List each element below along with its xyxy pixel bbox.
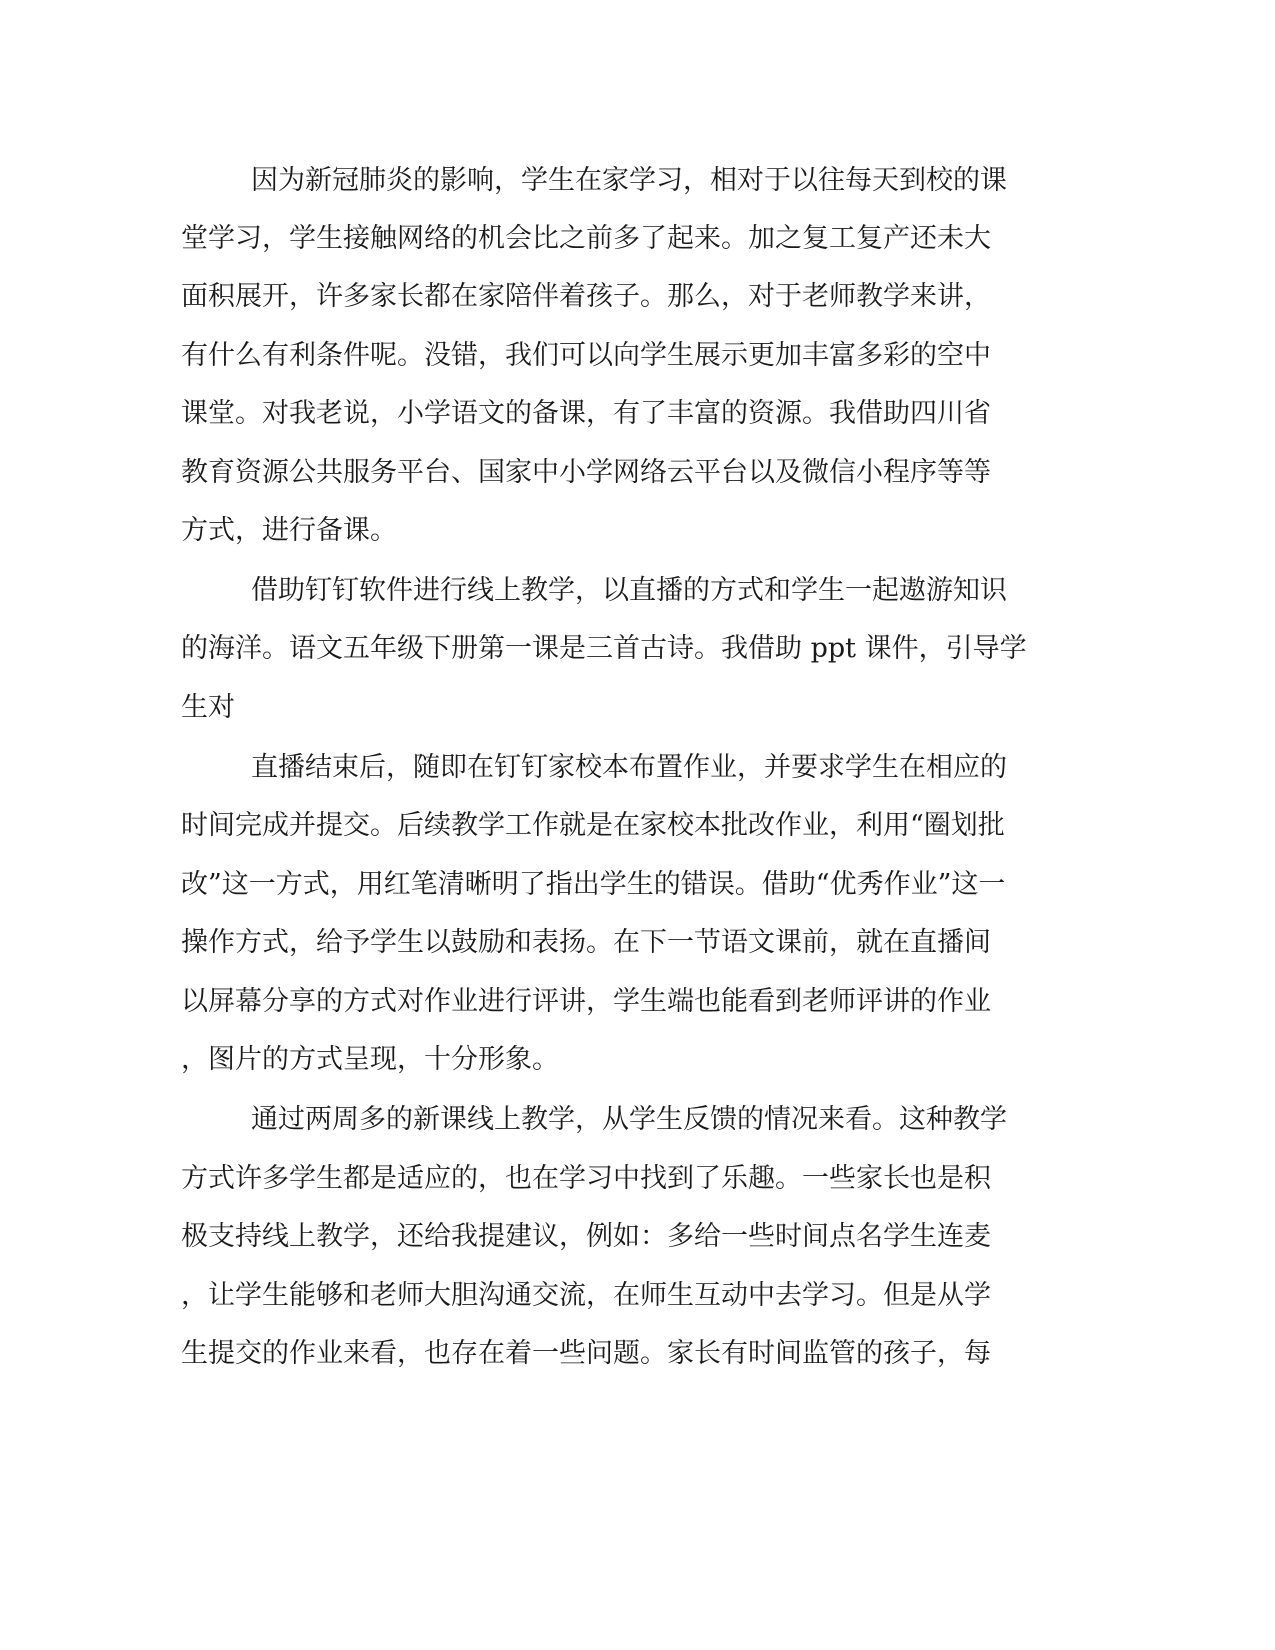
- text-line: 通过两周多的新课线上教学，从学生反馈的情况来看。这种教学: [251, 1104, 1007, 1135]
- paragraph-4-line-4: [0, 1267, 1275, 1325]
- text-line: 借助钉钉软件进行线上教学，以直播的方式和学生一起遨游知识: [251, 575, 1007, 606]
- text-line: 极支持线上教学，还给我提建议，例如：多给一些时间点名学生连麦: [181, 1221, 991, 1252]
- paragraph-1-line-7: [0, 502, 1275, 560]
- text-line: 有什么有利条件呢。没错，我们可以向学生展示更加丰富多彩的空中: [181, 340, 991, 371]
- paragraph-4-line-1: [0, 1091, 1275, 1149]
- paragraph-1-line-5: [0, 385, 1275, 443]
- paragraph-1-line-6: [0, 444, 1275, 502]
- paragraph-4-line-5: [0, 1325, 1275, 1383]
- paragraph-3-line-4: [0, 914, 1275, 972]
- text-line: 改”这一方式，用红笔清晰明了指出学生的错误。借助“优秀作业”这一: [181, 869, 1006, 900]
- text-line: 的海洋。语文五年级下册第一课是三首古诗。我借助 ppt 课件，引导学: [181, 633, 1027, 664]
- paragraph-3-line-3: [0, 856, 1275, 914]
- paragraph-3-line-1: [0, 739, 1275, 797]
- text-line: 时间完成并提交。后续教学工作就是在家校本批改作业，利用“圈划批: [181, 810, 1005, 841]
- text-line: 方式许多学生都是适应的，也在学习中找到了乐趣。一些家长也是积: [181, 1163, 991, 1194]
- paragraph-3-line-2: [0, 797, 1275, 855]
- text-line: 面积展开，许多家长都在家陪伴着孩子。那么，对于老师教学来讲，: [181, 281, 991, 312]
- text-line: 操作方式，给予学生以鼓励和表扬。在下一节语文课前，就在直播间: [181, 927, 991, 958]
- paragraph-3-line-5: [0, 973, 1275, 1031]
- paragraph-4-line-3: [0, 1208, 1275, 1266]
- text-line: 方式，进行备课。: [181, 515, 397, 546]
- text-line: 因为新冠肺炎的影响，学生在家学习，相对于以往每天到校的课: [251, 165, 1007, 196]
- text-line: 生对: [181, 692, 235, 723]
- paragraph-3-line-6: [0, 1031, 1275, 1089]
- paragraph-4-line-2: [0, 1150, 1275, 1208]
- text-line: ，让学生能够和老师大胆沟通交流，在师生互动中去学习。但是从学: [181, 1280, 991, 1311]
- paragraph-2-line-3: [0, 679, 1275, 737]
- text-line: 直播结束后，随即在钉钉家校本布置作业，并要求学生在相应的: [251, 752, 1007, 783]
- text-line: 堂学习，学生接触网络的机会比之前多了起来。加之复工复产还未大: [181, 223, 991, 254]
- paragraph-2-line-2: [0, 620, 1275, 678]
- paragraph-2-line-1: [0, 562, 1275, 620]
- text-line: 教育资源公共服务平台、国家中小学网络云平台以及微信小程序等等: [181, 457, 991, 488]
- paragraph-1-line-2: [0, 210, 1275, 268]
- text-line: 课堂。对我老说，小学语文的备课，有了丰富的资源。我借助四川省: [181, 398, 991, 429]
- paragraph-1-line-3: [0, 268, 1275, 326]
- text-line: 生提交的作业来看，也存在着一些问题。家长有时间监管的孩子，每: [181, 1338, 991, 1369]
- paragraph-1-line-1: [0, 152, 1275, 210]
- text-line: 以屏幕分享的方式对作业进行评讲，学生端也能看到老师评讲的作业: [181, 986, 991, 1017]
- paragraph-1-line-4: [0, 327, 1275, 385]
- text-line: ，图片的方式呈现，十分形象。: [181, 1044, 559, 1075]
